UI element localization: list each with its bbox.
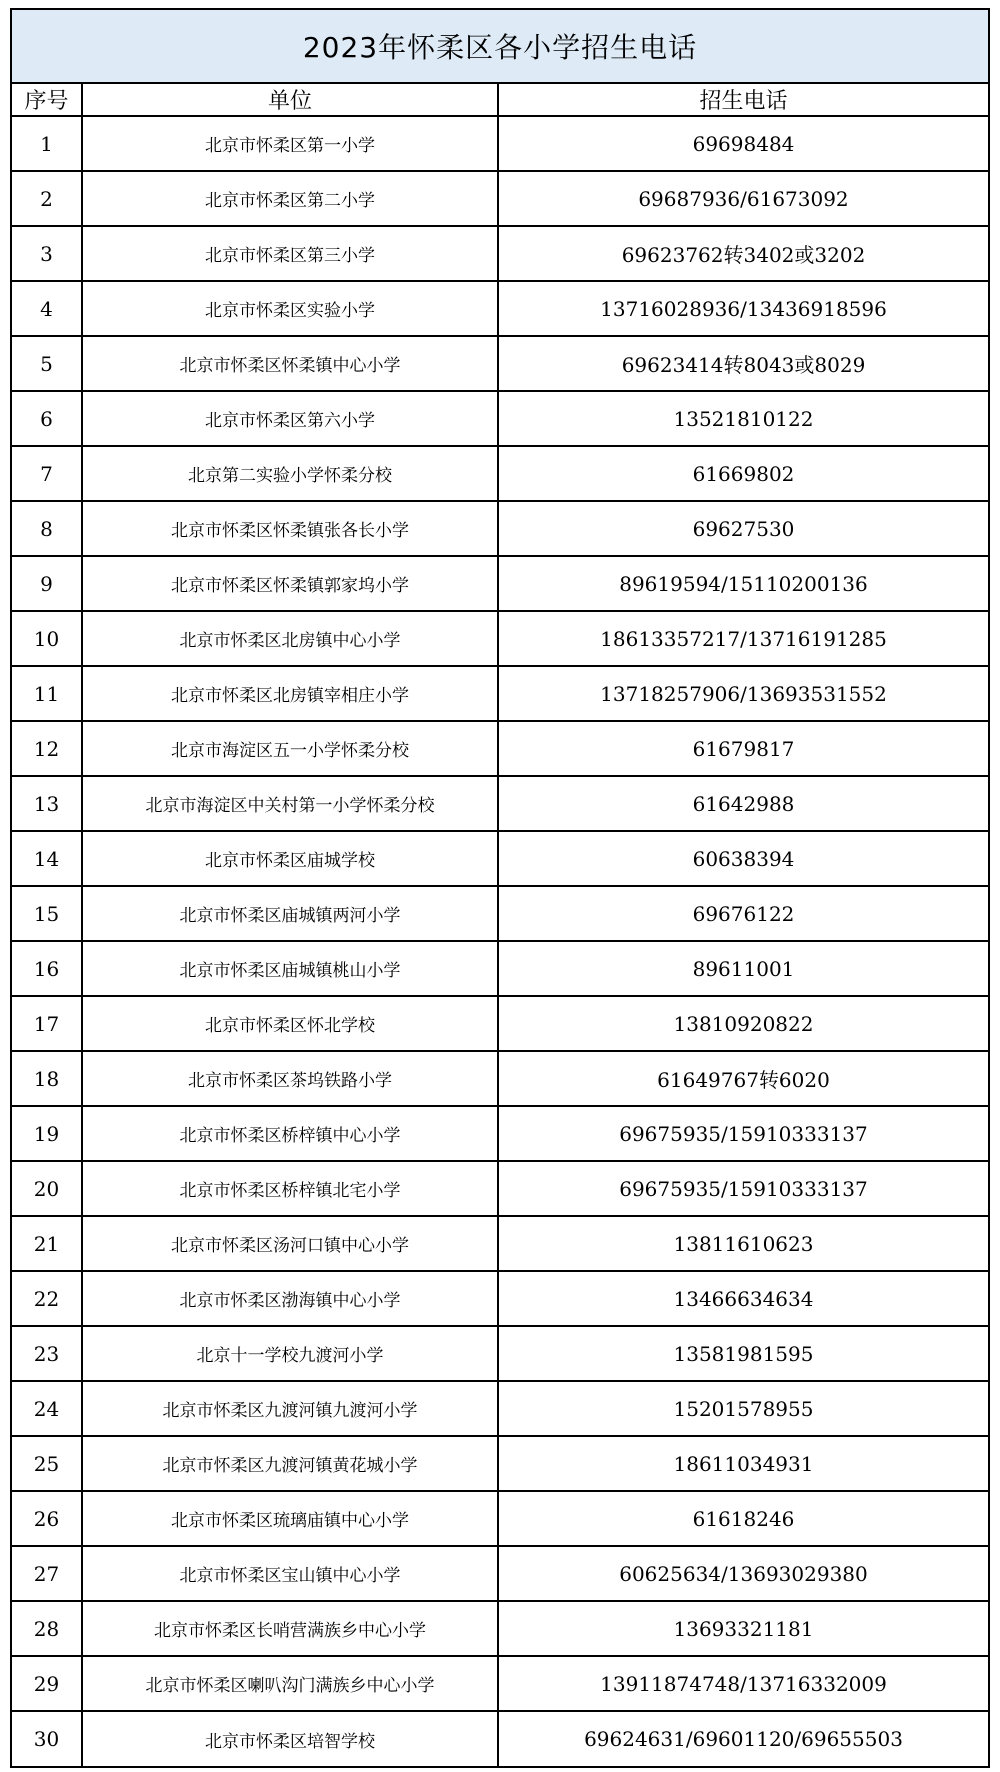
cell-phone: 18611034931	[498, 1436, 988, 1491]
cell-serial-number: 27	[12, 1546, 82, 1601]
cell-unit: 北京市怀柔区实验小学	[82, 281, 498, 336]
table-row	[12, 611, 988, 666]
table-row	[12, 1601, 988, 1656]
cell-serial-number: 5	[12, 336, 82, 391]
cell-unit: 北京市怀柔区怀北学校	[82, 996, 498, 1051]
table-row	[12, 996, 988, 1051]
cell-phone: 13521810122	[498, 391, 988, 446]
table-row	[12, 886, 988, 941]
header-row	[12, 84, 988, 116]
cell-unit: 北京市怀柔区九渡河镇九渡河小学	[82, 1381, 498, 1436]
cell-serial-number: 21	[12, 1216, 82, 1271]
header-serial-number: 序号	[12, 84, 82, 116]
table-row	[12, 1491, 988, 1546]
cell-unit: 北京市怀柔区琉璃庙镇中心小学	[82, 1491, 498, 1546]
cell-unit: 北京市怀柔区培智学校	[82, 1711, 498, 1766]
cell-phone: 13693321181	[498, 1601, 988, 1656]
cell-serial-number: 23	[12, 1326, 82, 1381]
cell-phone: 13716028936/13436918596	[498, 281, 988, 336]
cell-serial-number: 15	[12, 886, 82, 941]
table-row	[12, 226, 988, 281]
cell-unit: 北京第二实验小学怀柔分校	[82, 446, 498, 501]
cell-unit: 北京市怀柔区怀柔镇中心小学	[82, 336, 498, 391]
cell-serial-number: 10	[12, 611, 82, 666]
table-row	[12, 391, 988, 446]
table-row	[12, 1656, 988, 1711]
table-row	[12, 666, 988, 721]
cell-phone: 69675935/15910333137	[498, 1106, 988, 1161]
table-body	[12, 116, 988, 1766]
cell-serial-number: 8	[12, 501, 82, 556]
table-row	[12, 501, 988, 556]
cell-phone: 18613357217/13716191285	[498, 611, 988, 666]
cell-phone: 69627530	[498, 501, 988, 556]
table-row	[12, 116, 988, 171]
cell-unit: 北京市怀柔区桥梓镇北宅小学	[82, 1161, 498, 1216]
table-row	[12, 1216, 988, 1271]
cell-phone: 13718257906/13693531552	[498, 666, 988, 721]
cell-unit: 北京市怀柔区渤海镇中心小学	[82, 1271, 498, 1326]
cell-serial-number: 28	[12, 1601, 82, 1656]
cell-serial-number: 25	[12, 1436, 82, 1491]
header-unit: 单位	[82, 84, 498, 116]
cell-unit: 北京市怀柔区长哨营满族乡中心小学	[82, 1601, 498, 1656]
cell-phone: 69687936/61673092	[498, 171, 988, 226]
table-row	[12, 446, 988, 501]
cell-phone: 13811610623	[498, 1216, 988, 1271]
cell-phone: 13581981595	[498, 1326, 988, 1381]
table-row	[12, 556, 988, 611]
enrollment-phone-table	[12, 84, 988, 1766]
table-row	[12, 1436, 988, 1491]
cell-serial-number: 22	[12, 1271, 82, 1326]
table-row	[12, 336, 988, 391]
table-row	[12, 1326, 988, 1381]
cell-phone: 69624631/69601120/69655503	[498, 1711, 988, 1766]
cell-unit: 北京市怀柔区九渡河镇黄花城小学	[82, 1436, 498, 1491]
cell-phone: 89619594/15110200136	[498, 556, 988, 611]
cell-serial-number: 13	[12, 776, 82, 831]
cell-serial-number: 20	[12, 1161, 82, 1216]
table-row	[12, 941, 988, 996]
cell-unit: 北京市怀柔区怀柔镇郭家坞小学	[82, 556, 498, 611]
cell-phone: 69675935/15910333137	[498, 1161, 988, 1216]
table-row	[12, 831, 988, 886]
table-row	[12, 1381, 988, 1436]
table-row	[12, 1271, 988, 1326]
cell-serial-number: 30	[12, 1711, 82, 1766]
cell-unit: 北京市怀柔区庙城镇桃山小学	[82, 941, 498, 996]
cell-phone: 61679817	[498, 721, 988, 776]
cell-phone: 89611001	[498, 941, 988, 996]
cell-unit: 北京市怀柔区第一小学	[82, 116, 498, 171]
cell-phone: 13466634634	[498, 1271, 988, 1326]
cell-phone: 61642988	[498, 776, 988, 831]
cell-serial-number: 9	[12, 556, 82, 611]
cell-serial-number: 2	[12, 171, 82, 226]
table-row	[12, 281, 988, 336]
cell-serial-number: 16	[12, 941, 82, 996]
table-row	[12, 776, 988, 831]
table-row	[12, 1161, 988, 1216]
cell-phone: 61669802	[498, 446, 988, 501]
cell-unit: 北京市怀柔区宝山镇中心小学	[82, 1546, 498, 1601]
cell-unit: 北京市怀柔区第六小学	[82, 391, 498, 446]
cell-phone: 69676122	[498, 886, 988, 941]
cell-serial-number: 1	[12, 116, 82, 171]
cell-unit: 北京市怀柔区庙城学校	[82, 831, 498, 886]
spreadsheet-table	[10, 8, 990, 1768]
cell-phone: 60638394	[498, 831, 988, 886]
cell-serial-number: 24	[12, 1381, 82, 1436]
cell-unit: 北京市怀柔区北房镇宰相庄小学	[82, 666, 498, 721]
cell-unit: 北京市怀柔区汤河口镇中心小学	[82, 1216, 498, 1271]
header-enrollment-phone: 招生电话	[498, 84, 988, 116]
table-row	[12, 1051, 988, 1106]
table-row	[12, 1106, 988, 1161]
cell-unit: 北京市海淀区中关村第一小学怀柔分校	[82, 776, 498, 831]
table-row	[12, 721, 988, 776]
cell-serial-number: 4	[12, 281, 82, 336]
cell-unit: 北京市怀柔区第三小学	[82, 226, 498, 281]
cell-phone: 13810920822	[498, 996, 988, 1051]
cell-phone: 61618246	[498, 1491, 988, 1546]
table-row	[12, 1711, 988, 1766]
cell-unit: 北京市怀柔区第二小学	[82, 171, 498, 226]
cell-unit: 北京市怀柔区桥梓镇中心小学	[82, 1106, 498, 1161]
cell-serial-number: 11	[12, 666, 82, 721]
cell-unit: 北京市怀柔区喇叭沟门满族乡中心小学	[82, 1656, 498, 1711]
table-row	[12, 1546, 988, 1601]
cell-serial-number: 19	[12, 1106, 82, 1161]
cell-serial-number: 29	[12, 1656, 82, 1711]
cell-unit: 北京市怀柔区北房镇中心小学	[82, 611, 498, 666]
cell-serial-number: 26	[12, 1491, 82, 1546]
cell-serial-number: 6	[12, 391, 82, 446]
cell-serial-number: 12	[12, 721, 82, 776]
cell-phone: 69623762转3402或3202	[498, 226, 988, 281]
table-title: 2023年怀柔区各小学招生电话	[302, 31, 698, 64]
cell-unit: 北京市怀柔区怀柔镇张各长小学	[82, 501, 498, 556]
cell-unit: 北京十一学校九渡河小学	[82, 1326, 498, 1381]
cell-unit: 北京市怀柔区庙城镇两河小学	[82, 886, 498, 941]
cell-serial-number: 7	[12, 446, 82, 501]
table-row	[12, 171, 988, 226]
cell-phone: 15201578955	[498, 1381, 988, 1436]
cell-phone: 69623414转8043或8029	[498, 336, 988, 391]
cell-phone: 13911874748/13716332009	[498, 1656, 988, 1711]
cell-unit: 北京市怀柔区茶坞铁路小学	[82, 1051, 498, 1106]
cell-serial-number: 3	[12, 226, 82, 281]
cell-serial-number: 18	[12, 1051, 82, 1106]
cell-phone: 69698484	[498, 116, 988, 171]
cell-unit: 北京市海淀区五一小学怀柔分校	[82, 721, 498, 776]
cell-serial-number: 17	[12, 996, 82, 1051]
cell-phone: 60625634/13693029380	[498, 1546, 988, 1601]
table-title-row	[12, 10, 988, 84]
cell-phone: 61649767转6020	[498, 1051, 988, 1106]
cell-serial-number: 14	[12, 831, 82, 886]
